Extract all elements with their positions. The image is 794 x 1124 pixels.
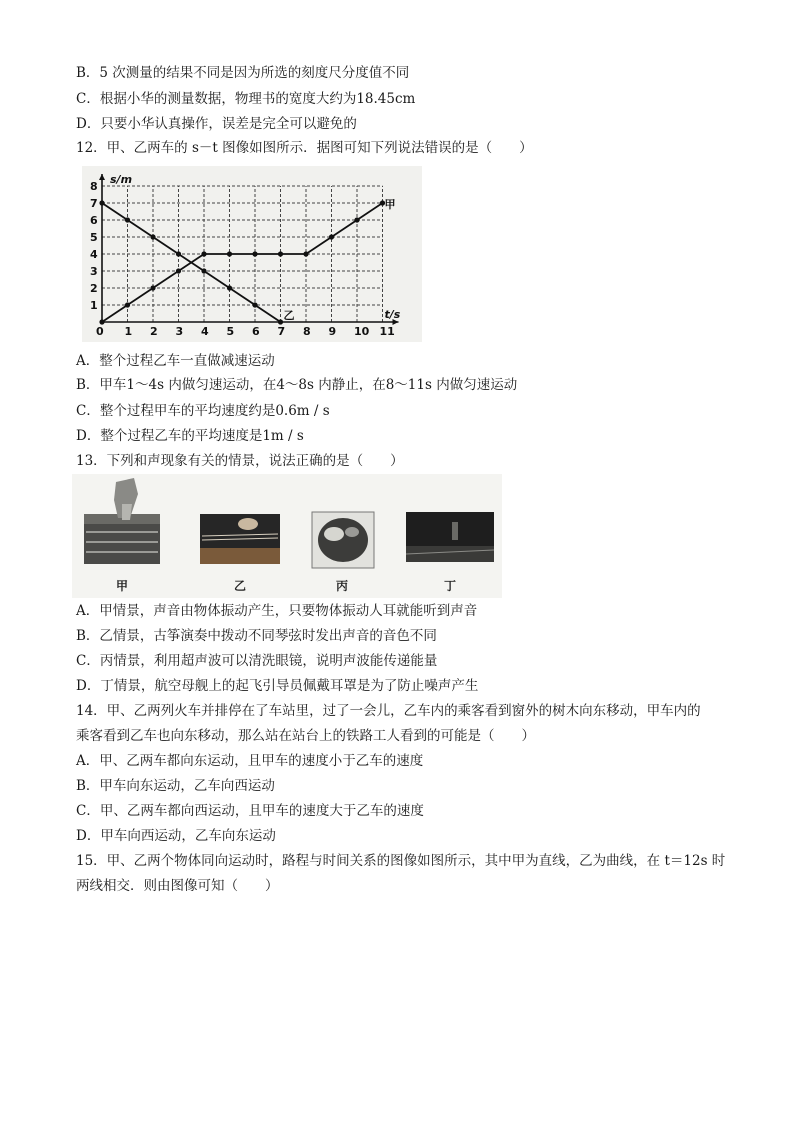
data-point: [201, 251, 206, 256]
x-tick-label: 2: [150, 325, 158, 338]
st-graph: [82, 166, 422, 342]
y-axis-label: s/m: [110, 173, 133, 186]
data-point: [303, 251, 308, 256]
data-point: [329, 234, 334, 239]
caption-yi: 乙: [234, 579, 247, 593]
y-tick-label: 2: [90, 282, 98, 295]
q12-stem: 12．甲、乙两车的 s－t 图像如图所示．据图可知下列说法错误的是（ ）: [76, 140, 533, 156]
y-tick-label: 6: [90, 214, 98, 227]
q13-stem: 13．下列和声现象有关的情景，说法正确的是（ ）: [76, 453, 404, 469]
q11-option-c: C．根据小华的测量数据，物理书的宽度大约为18.45cm: [76, 91, 416, 107]
q14-option-b: B．甲车向东运动，乙车向西运动: [76, 778, 275, 794]
q14-option-d: D．甲车向西运动，乙车向东运动: [76, 828, 276, 844]
x-tick-label: 8: [303, 325, 311, 338]
x-tick-label: 9: [328, 325, 337, 338]
data-point: [252, 302, 257, 307]
q12-option-d: D．整个过程乙车的平均速度是1m / s: [76, 428, 304, 444]
series-label-jia: 甲: [384, 198, 396, 211]
data-point: [278, 319, 283, 324]
q12-option-b: B．甲车1～4s 内做匀速运动，在4～8s 内静止，在8～11s 内做匀速运动: [76, 377, 518, 393]
data-point: [227, 285, 232, 290]
scene-yi-image: [200, 514, 280, 564]
y-tick-label: 5: [90, 231, 98, 244]
x-tick-label: 6: [252, 325, 260, 338]
x-tick-label: 0: [96, 325, 104, 338]
x-tick-label: 10: [354, 325, 370, 338]
x-tick-label: 3: [175, 325, 184, 338]
y-tick-label: 8: [90, 180, 98, 193]
data-point: [278, 251, 283, 256]
data-point: [354, 217, 359, 222]
scene-bing-image: [312, 512, 374, 568]
q13-option-c: C．丙情景，利用超声波可以清洗眼镜，说明声波能传递能量: [76, 653, 438, 669]
q12-option-c: C．整个过程甲车的平均速度约是0.6m / s: [76, 403, 330, 419]
caption-jia: 甲: [116, 579, 129, 593]
q12-option-a: A．整个过程乙车一直做减速运动: [76, 353, 275, 369]
y-tick-label: 7: [90, 197, 98, 210]
q13-option-b: B．乙情景，古筝演奏中拨动不同琴弦时发出声音的音色不同: [76, 628, 437, 644]
data-point: [125, 217, 130, 222]
q11-option-b: B．5 次测量的结果不同是因为所选的刻度尺分度值不同: [76, 65, 410, 81]
q14-stem-line1: 14．甲、乙两列火车并排停在了车站里，过了一会儿，乙车内的乘客看到窗外的树木向东移动，甲车内的: [76, 703, 701, 719]
q11-option-d: D．只要小华认真操作，误差是完全可以避免的: [76, 116, 357, 132]
y-tick-label: 4: [90, 248, 98, 261]
data-point: [227, 251, 232, 256]
y-tick-label: 1: [90, 299, 98, 312]
q13-option-d: D．丁情景，航空母舰上的起飞引导员佩戴耳罩是为了防止噪声产生: [76, 678, 479, 694]
q15-stem-line2: 两线相交．则由图像可知（ ）: [76, 878, 279, 894]
data-point: [125, 302, 130, 307]
q14-option-c: C．甲、乙两车都向西运动，且甲车的速度大于乙车的速度: [76, 803, 424, 819]
data-point: [176, 268, 181, 273]
x-tick-label: 11: [379, 325, 395, 338]
q15-stem-line1: 15．甲、乙两个物体同向运动时，路程与时间关系的图像如图所示，其中甲为直线，乙为曲线，在 t＝12s 时: [76, 853, 726, 869]
x-tick-label: 4: [201, 325, 209, 338]
q14-stem-line2: 乘客看到乙车也向东移动，那么站在站台上的铁路工人看到的可能是（ ）: [76, 728, 535, 744]
x-tick-label: 1: [124, 325, 133, 338]
caption-bing: 丙: [336, 579, 349, 593]
x-tick-label: 7: [277, 325, 286, 338]
data-point: [99, 319, 104, 324]
x-tick-label: 5: [226, 325, 235, 338]
scene-ding-image: [406, 512, 494, 562]
data-point: [201, 268, 206, 273]
q14-option-a: A．甲、乙两车都向东运动，且甲车的速度小于乙车的速度: [76, 753, 424, 769]
data-point: [150, 234, 155, 239]
x-axis-label: t/s: [384, 308, 401, 321]
q13-option-a: A．甲情景，声音由物体振动产生，只要物体振动人耳就能听到声音: [76, 603, 478, 619]
caption-ding: 丁: [444, 579, 457, 593]
series-label-yi: 乙: [283, 309, 295, 322]
y-tick-label: 3: [90, 265, 98, 278]
data-point: [150, 285, 155, 290]
data-point: [176, 251, 181, 256]
data-point: [252, 251, 257, 256]
data-point: [99, 200, 104, 205]
sound-scenes-figure: [72, 474, 502, 598]
